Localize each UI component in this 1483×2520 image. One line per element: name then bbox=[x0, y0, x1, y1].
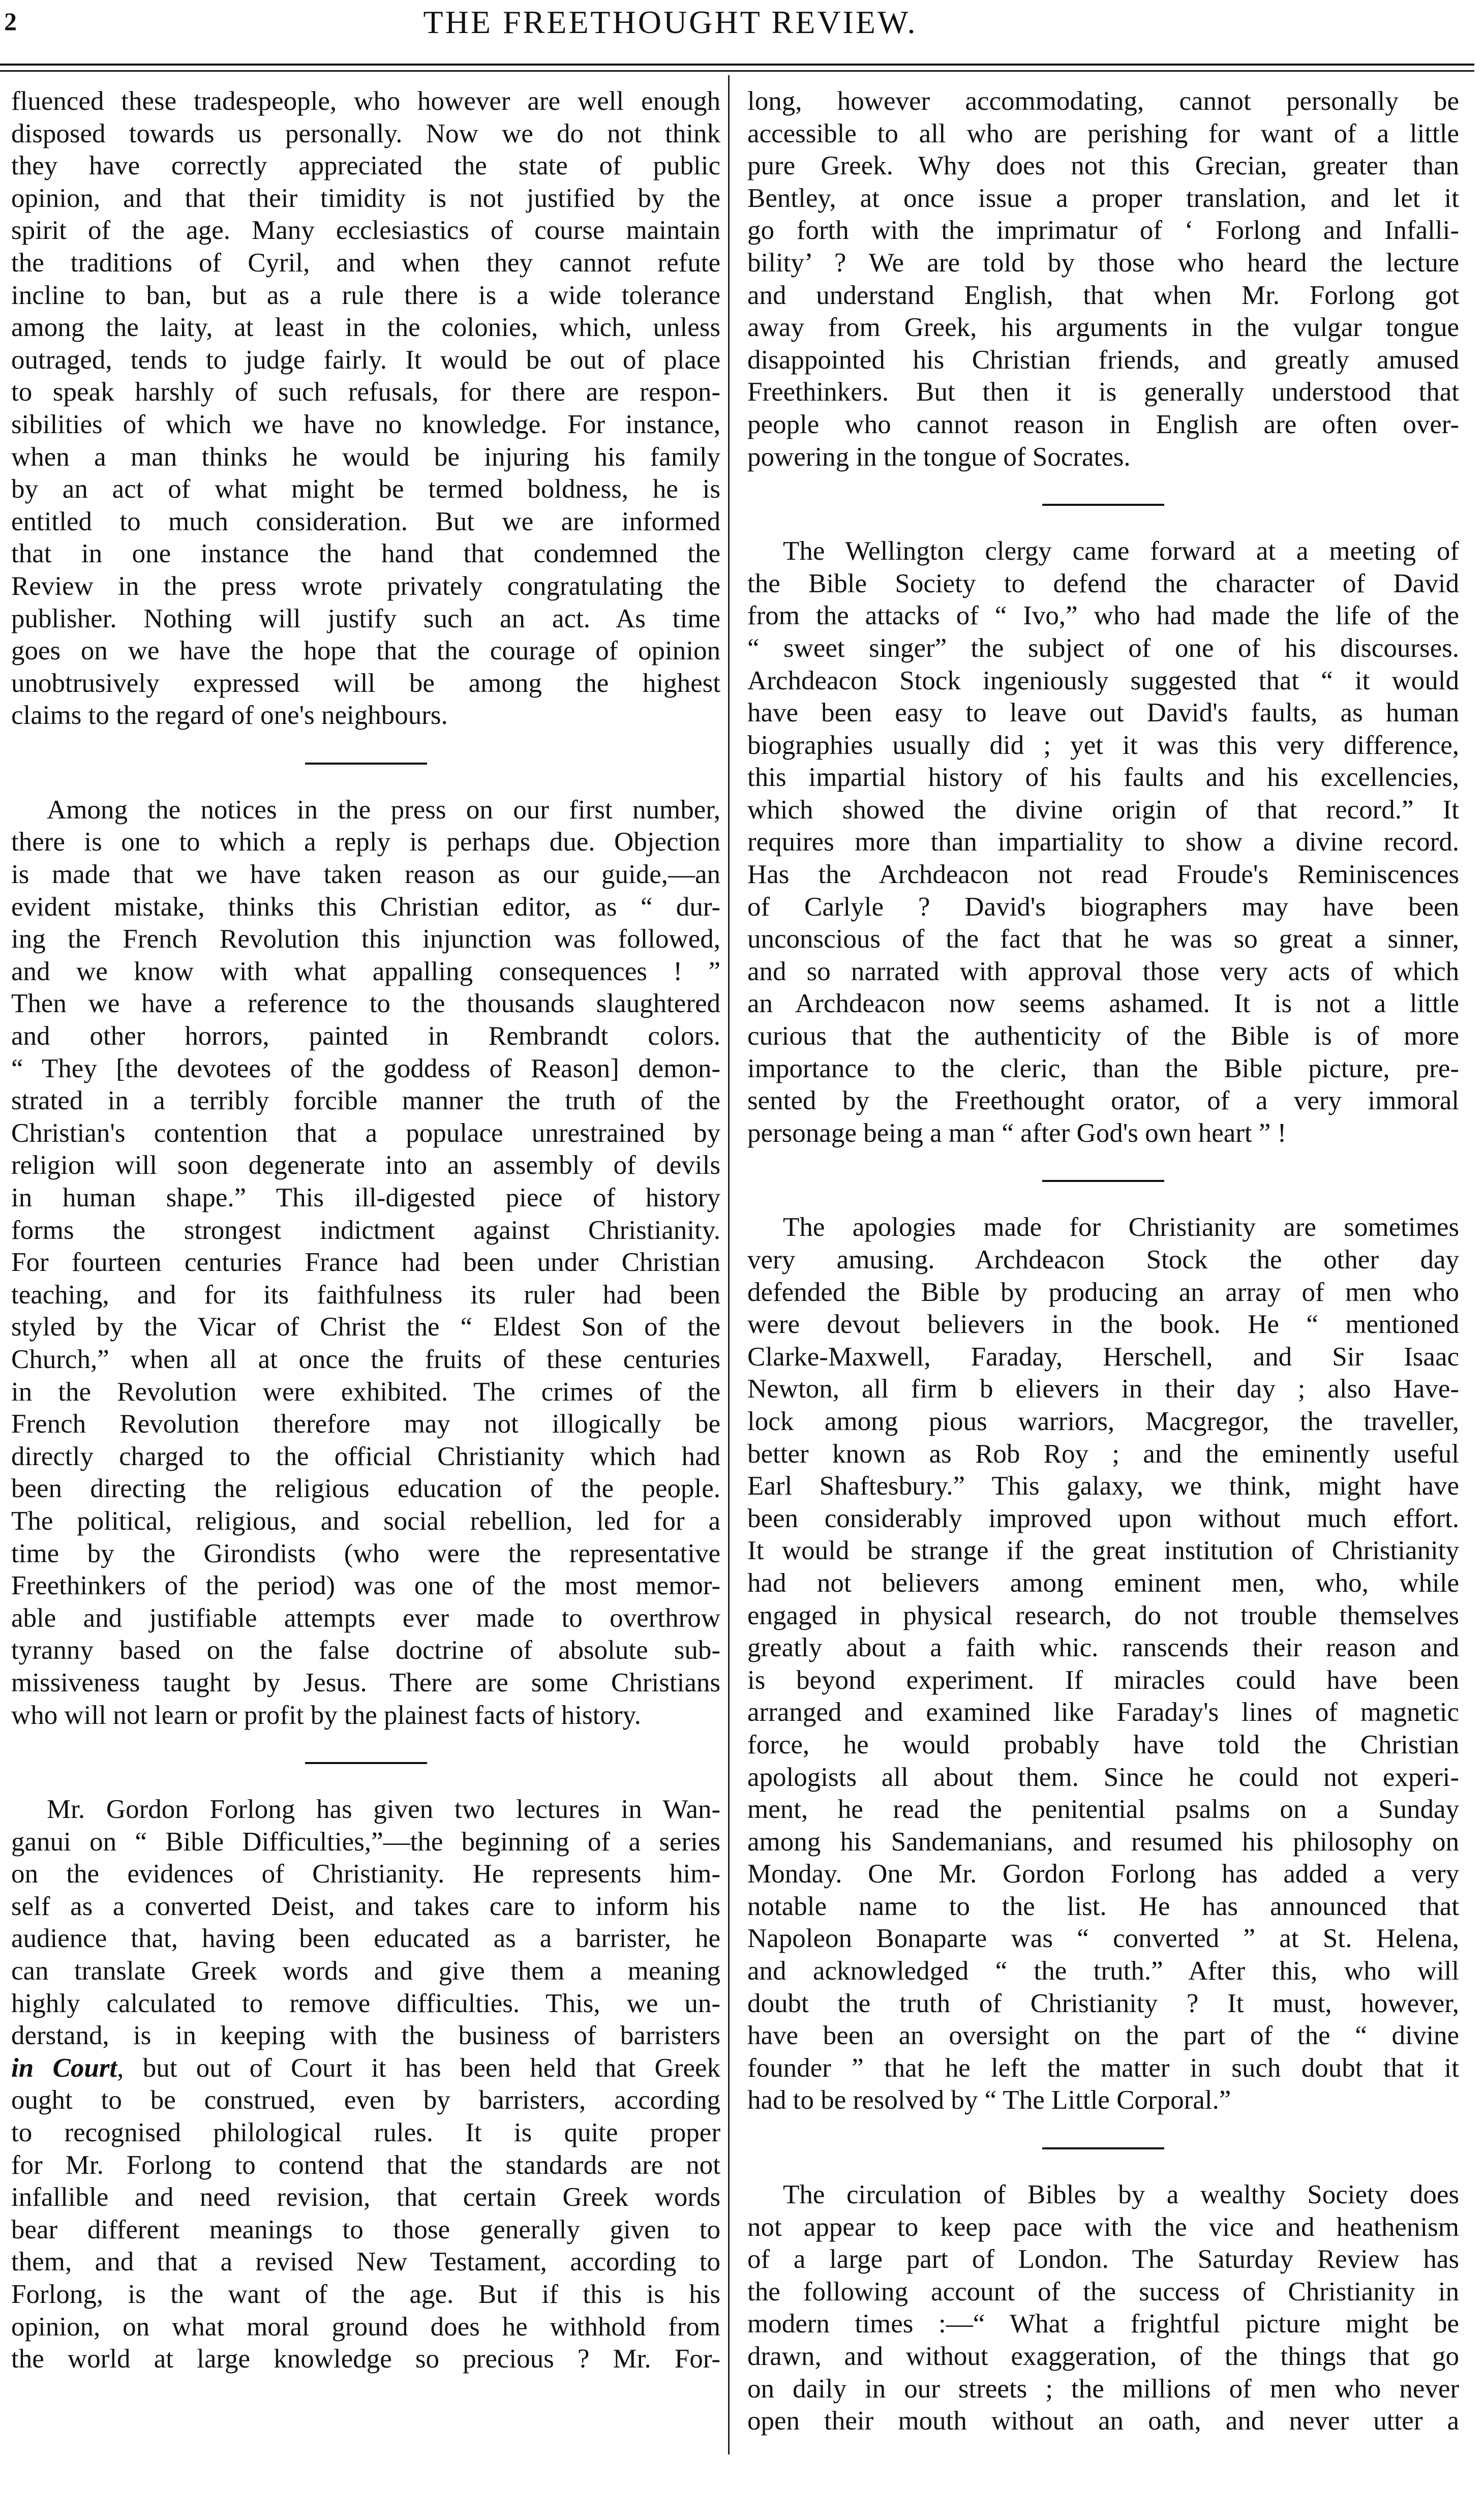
text-line: directly charged to the official Christianity which had bbox=[11, 1441, 720, 1471]
text-line: an Archdeacon now seems ashamed. It is not a little bbox=[747, 989, 1459, 1019]
text-line: from the attacks of “ Ivo,” who had made the life of the bbox=[747, 601, 1459, 631]
text-line: Newton, all firm b elievers in their day ; also Have- bbox=[747, 1374, 1459, 1404]
text-line: goes on we have the hope that the courage of opinion bbox=[11, 636, 720, 666]
text-line: apologists all about them. Since he could not experi- bbox=[747, 1762, 1459, 1792]
text-line: strated in a terribly forcible manner the truth of the bbox=[11, 1086, 720, 1116]
text-line: personage being a man “ after God's own heart ” ! bbox=[747, 1118, 1287, 1148]
text-line: them, and that a revised New Testament, according to bbox=[11, 2247, 720, 2277]
text-line: highly calculated to remove difficulties. This, we un- bbox=[11, 1988, 720, 2018]
text-line: self as a converted Deist, and takes care to inform his bbox=[11, 1891, 720, 1921]
text-line: on daily in our streets ; the millions of men who never bbox=[747, 2374, 1459, 2404]
section-separator bbox=[1042, 1180, 1164, 1182]
text-line: notable name to the list. He has announced that bbox=[747, 1891, 1459, 1921]
text-line: powering in the tongue of Socrates. bbox=[747, 442, 1131, 472]
text-line: is beyond experiment. If miracles could have been bbox=[747, 1665, 1459, 1695]
text-line: doubt the truth of Christianity ? It must, however, bbox=[747, 1988, 1459, 2018]
article-paragraph bbox=[11, 1794, 720, 2376]
text-line: requires more than impartiality to show a divine record. bbox=[747, 827, 1459, 857]
text-line: Mr. Gordon Forlong has given two lectures in Wan- bbox=[47, 1795, 720, 1825]
text-line: For fourteen centuries France had been under Christian bbox=[11, 1248, 720, 1278]
text-line: have been an oversight on the part of the “ divine bbox=[747, 2021, 1459, 2051]
text-line: when a man thinks he would be injuring his family bbox=[11, 442, 720, 472]
text-line: very amusing. Archdeacon Stock the other day bbox=[747, 1245, 1459, 1274]
text-line: who will not learn or profit by the plainest facts of history. bbox=[11, 1700, 641, 1730]
text-line: there is one to which a reply is perhaps due. Objection bbox=[11, 827, 720, 857]
text-line: Christian's contention that a populace unrestrained by bbox=[11, 1118, 720, 1148]
text-line: go forth with the imprimatur of ‘ Forlong and Infalli- bbox=[747, 216, 1459, 246]
text-line: been considerably improved upon without much effort. bbox=[747, 1503, 1459, 1533]
text-line: they have correctly appreciated the state of public bbox=[11, 151, 720, 181]
text-line: ganui on “ Bible Difficulties,”—the beginning of a series bbox=[11, 1827, 720, 1857]
text-line: Freethinkers of the period) was one of the most memor- bbox=[11, 1571, 720, 1601]
text-line: teaching, and for its faithfulness its ruler had been bbox=[11, 1280, 720, 1310]
article-paragraph bbox=[11, 794, 720, 1732]
article-paragraph bbox=[11, 85, 720, 732]
text-line: lock among pious warriors, Macgregor, the traveller, bbox=[747, 1406, 1459, 1436]
text-line: ought to be construed, even by barristers, according bbox=[11, 2085, 720, 2115]
section-separator bbox=[305, 763, 427, 765]
text-line: “ They [the devotees of the goddess of Reason] demon- bbox=[11, 1053, 720, 1083]
text-line: people who cannot reason in English are often over- bbox=[747, 409, 1459, 439]
text-line: fluenced these tradespeople, who however are well enough bbox=[11, 86, 720, 116]
text-line: long, however accommodating, cannot personally be bbox=[747, 86, 1459, 116]
text-line: bear different meanings to those generally given to bbox=[11, 2214, 720, 2244]
text-line: tyranny based on the false doctrine of absolute sub- bbox=[11, 1635, 720, 1665]
text-line: better known as Rob Roy ; and the eminently useful bbox=[747, 1439, 1459, 1469]
text-line: in human shape.” This ill-digested piece of history bbox=[11, 1183, 720, 1212]
text-line: Forlong, is the want of the age. But if this is his bbox=[11, 2280, 720, 2309]
header-rule-bottom bbox=[0, 70, 1474, 72]
italic-phrase: in Court bbox=[11, 2053, 117, 2083]
text-line: The political, religious, and social rebellion, led for a bbox=[11, 1506, 720, 1536]
text-line: and so narrated with approval those very acts of which bbox=[747, 956, 1459, 986]
article-paragraph bbox=[747, 1211, 1459, 2117]
text-line: engaged in physical research, do not trouble themselves bbox=[747, 1600, 1459, 1630]
text-line: drawn, and without exaggeration, of the things that go bbox=[747, 2342, 1459, 2371]
text-line: disappointed his Christian friends, and greatly amused bbox=[747, 345, 1459, 375]
text-line: had to be resolved by “ The Little Corporal.” bbox=[747, 2085, 1231, 2115]
text-line: greatly about a faith whic. ranscends their reason and bbox=[747, 1633, 1459, 1663]
text-line: had not believers among eminent men, who, while bbox=[747, 1568, 1459, 1598]
text-line: styled by the Vicar of Christ the “ Eldest Son of the bbox=[11, 1312, 720, 1342]
text-line: pure Greek. Why does not this Grecian, greater than bbox=[747, 151, 1459, 181]
text-line: Church,” when all at once the fruits of these centuries bbox=[11, 1344, 720, 1374]
text-line: among the laity, at least in the colonies, which, unless bbox=[11, 313, 720, 343]
text-line: claims to the regard of one's neighbours. bbox=[11, 701, 448, 731]
section-separator bbox=[1042, 2147, 1164, 2149]
text-line: and we know with what appalling consequences ! ” bbox=[11, 956, 720, 986]
header-rule-top bbox=[0, 64, 1474, 66]
text-line: The circulation of Bibles by a wealthy Society does bbox=[783, 2180, 1459, 2210]
text-line: were devout believers in the book. He “ mentioned bbox=[747, 1310, 1459, 1340]
text-line: Monday. One Mr. Gordon Forlong has added a very bbox=[747, 1859, 1459, 1889]
text-line: that in one instance the hand that condemned the bbox=[11, 539, 720, 569]
text-line: and other horrors, painted in Rembrandt colors. bbox=[11, 1021, 720, 1051]
masthead-title bbox=[0, 4, 1483, 41]
text-line: The apologies made for Christianity are sometimes bbox=[783, 1212, 1459, 1242]
text-line: able and justifiable attempts ever made to overthrow bbox=[11, 1603, 720, 1633]
text-line: spirit of the age. Many ecclesiastics of course maintain bbox=[11, 216, 720, 246]
text-line: publisher. Nothing will justify such an act. As time bbox=[11, 603, 720, 633]
text-line: disposed towards us personally. Now we do not think bbox=[11, 118, 720, 148]
text-line: and acknowledged “ the truth.” After this, who will bbox=[747, 1956, 1459, 1986]
text-line: biographies usually did ; yet it was this very difference, bbox=[747, 730, 1459, 760]
text-line: infallible and need revision, that certain Greek words bbox=[11, 2182, 720, 2212]
text-line: defended the Bible by producing an array of men who bbox=[747, 1277, 1459, 1307]
text-line: sented by the Freethought orator, of a very immoral bbox=[747, 1086, 1459, 1116]
text-line: the world at large knowledge so precious ? Mr. For- bbox=[11, 2344, 720, 2374]
text-line: of a large part of London. The Saturday Review has bbox=[747, 2244, 1459, 2274]
text-line: founder ” that he left the matter in such doubt that it bbox=[747, 2053, 1459, 2083]
text-line: opinion, and that their timidity is not justified by the bbox=[11, 183, 720, 213]
text-line: derstand, is in keeping with the business of barristers bbox=[11, 2021, 720, 2051]
text-line: away from Greek, his arguments in the vulgar tongue bbox=[747, 313, 1459, 343]
text-line: Clarke-Maxwell, Faraday, Herschell, and Sir Isaac bbox=[747, 1342, 1459, 1372]
masthead-text: THE FREETHOUGHT REVIEW. bbox=[423, 4, 918, 40]
text-line: It would be strange if the great institution of Christianity bbox=[747, 1536, 1459, 1566]
text-line: ment, he read the penitential psalms on a Sunday bbox=[747, 1795, 1459, 1825]
article-paragraph bbox=[747, 85, 1459, 473]
text-line: this impartial history of his faults and his excellencies, bbox=[747, 763, 1459, 793]
section-separator bbox=[305, 1762, 427, 1764]
text-line: Freethinkers. But then it is generally understood that bbox=[747, 377, 1459, 407]
text-line: Bentley, at once issue a proper translation, and let it bbox=[747, 183, 1459, 213]
text-line: the following account of the success of Christianity in bbox=[747, 2276, 1459, 2306]
text-line: unobtrusively expressed will be among the highest bbox=[11, 668, 720, 698]
text-line: curious that the authenticity of the Bible is of more bbox=[747, 1021, 1459, 1051]
text-line: the traditions of Cyril, and when they cannot refute bbox=[11, 248, 720, 278]
text-line: unconscious of the fact that he was so great a sinner, bbox=[747, 924, 1459, 954]
text-line: accessible to all who are perishing for want of a little bbox=[747, 118, 1459, 148]
text-line: been directing the religious education of the people. bbox=[11, 1474, 720, 1504]
text-line: and understand English, that when Mr. Forlong got bbox=[747, 280, 1459, 310]
text-line: importance to the cleric, than the Bible picture, pre- bbox=[747, 1053, 1459, 1083]
text-line: Earl Shaftesbury.” This galaxy, we think, might have bbox=[747, 1471, 1459, 1501]
article-paragraph bbox=[747, 2179, 1459, 2438]
text-line: which showed the divine origin of that record.” It bbox=[747, 795, 1459, 825]
text-line: not appear to keep pace with the vice and heathenism bbox=[747, 2212, 1459, 2242]
text-line: The Wellington clergy came forward at a meeting of bbox=[783, 536, 1459, 566]
text-line: Review in the press wrote privately congratulating the bbox=[11, 571, 720, 601]
text-line: “ sweet singer” the subject of one of his discourses. bbox=[747, 633, 1459, 663]
text-line: in Court, but out of Court it has been held that Greek bbox=[11, 2053, 720, 2083]
text-line: audience that, having been educated as a barrister, he bbox=[11, 1924, 720, 1954]
left-column bbox=[11, 85, 720, 2376]
text-line: entitled to much consideration. But we are informed bbox=[11, 506, 720, 536]
text-line: for Mr. Forlong to contend that the standards are not bbox=[11, 2150, 720, 2180]
text-line: Napoleon Bonaparte was “ converted ” at St. Helena, bbox=[747, 1924, 1459, 1954]
text-line: evident mistake, thinks this Christian editor, as “ dur- bbox=[11, 892, 720, 922]
section-separator bbox=[1042, 504, 1164, 506]
text-line: missiveness taught by Jesus. There are some Christians bbox=[11, 1667, 720, 1697]
text-line: Has the Archdeacon not read Froude's Reminiscences bbox=[747, 860, 1459, 890]
text-line: of Carlyle ? David's biographers may have been bbox=[747, 892, 1459, 922]
column-divider bbox=[728, 75, 730, 2454]
text-line: by an act of what might be termed boldness, he is bbox=[11, 474, 720, 504]
text-line: can translate Greek words and give them a meaning bbox=[11, 1956, 720, 1986]
text-line: to speak harshly of such refusals, for there are respon- bbox=[11, 377, 720, 407]
text-line: the Bible Society to defend the character of David bbox=[747, 568, 1459, 598]
text-line: bility’ ? We are told by those who heard the lecture bbox=[747, 248, 1459, 278]
right-column bbox=[747, 85, 1459, 2438]
text-line: among his Sandemanians, and resumed his philosophy on bbox=[747, 1827, 1459, 1857]
text-line: religion will soon degenerate into an assembly of devils bbox=[11, 1150, 720, 1180]
text-line: on the evidences of Christianity. He represents him- bbox=[11, 1859, 720, 1889]
text-line: ing the French Revolution this injunction was followed, bbox=[11, 924, 720, 954]
text-line: open their mouth without an oath, and never utter a bbox=[747, 2406, 1459, 2436]
text-line: Archdeacon Stock ingeniously suggested that “ it would bbox=[747, 665, 1459, 695]
text-line: forms the strongest indictment against Christianity. bbox=[11, 1215, 720, 1245]
text-line: opinion, on what moral ground does he withhold from bbox=[11, 2312, 720, 2342]
text-line: force, he would probably have told the Christian bbox=[747, 1729, 1459, 1759]
text-line: Among the notices in the press on our first number, bbox=[47, 795, 720, 825]
text-line: in the Revolution were exhibited. The crimes of the bbox=[11, 1377, 720, 1407]
text-line: French Revolution therefore may not illogically be bbox=[11, 1409, 720, 1439]
page-number: 2 bbox=[4, 7, 17, 36]
text-line: incline to ban, but as a rule there is a wide tolerance bbox=[11, 280, 720, 310]
text-line: sibilities of which we have no knowledge. For instance, bbox=[11, 409, 720, 439]
text-line: Then we have a reference to the thousands slaughtered bbox=[11, 989, 720, 1019]
text-line: is made that we have taken reason as our guide,—an bbox=[11, 860, 720, 890]
text-line: time by the Girondists (who were the representative bbox=[11, 1538, 720, 1568]
text-line: arranged and examined like Faraday's lines of magnetic bbox=[747, 1697, 1459, 1727]
text-line: modern times :—“ What a frightful picture might be bbox=[747, 2309, 1459, 2339]
text-line: outraged, tends to judge fairly. It would be out of place bbox=[11, 345, 720, 375]
text-line: have been easy to leave out David's faults, as human bbox=[747, 698, 1459, 728]
text-line: to recognised philological rules. It is quite proper bbox=[11, 2118, 720, 2148]
article-paragraph bbox=[747, 535, 1459, 1149]
